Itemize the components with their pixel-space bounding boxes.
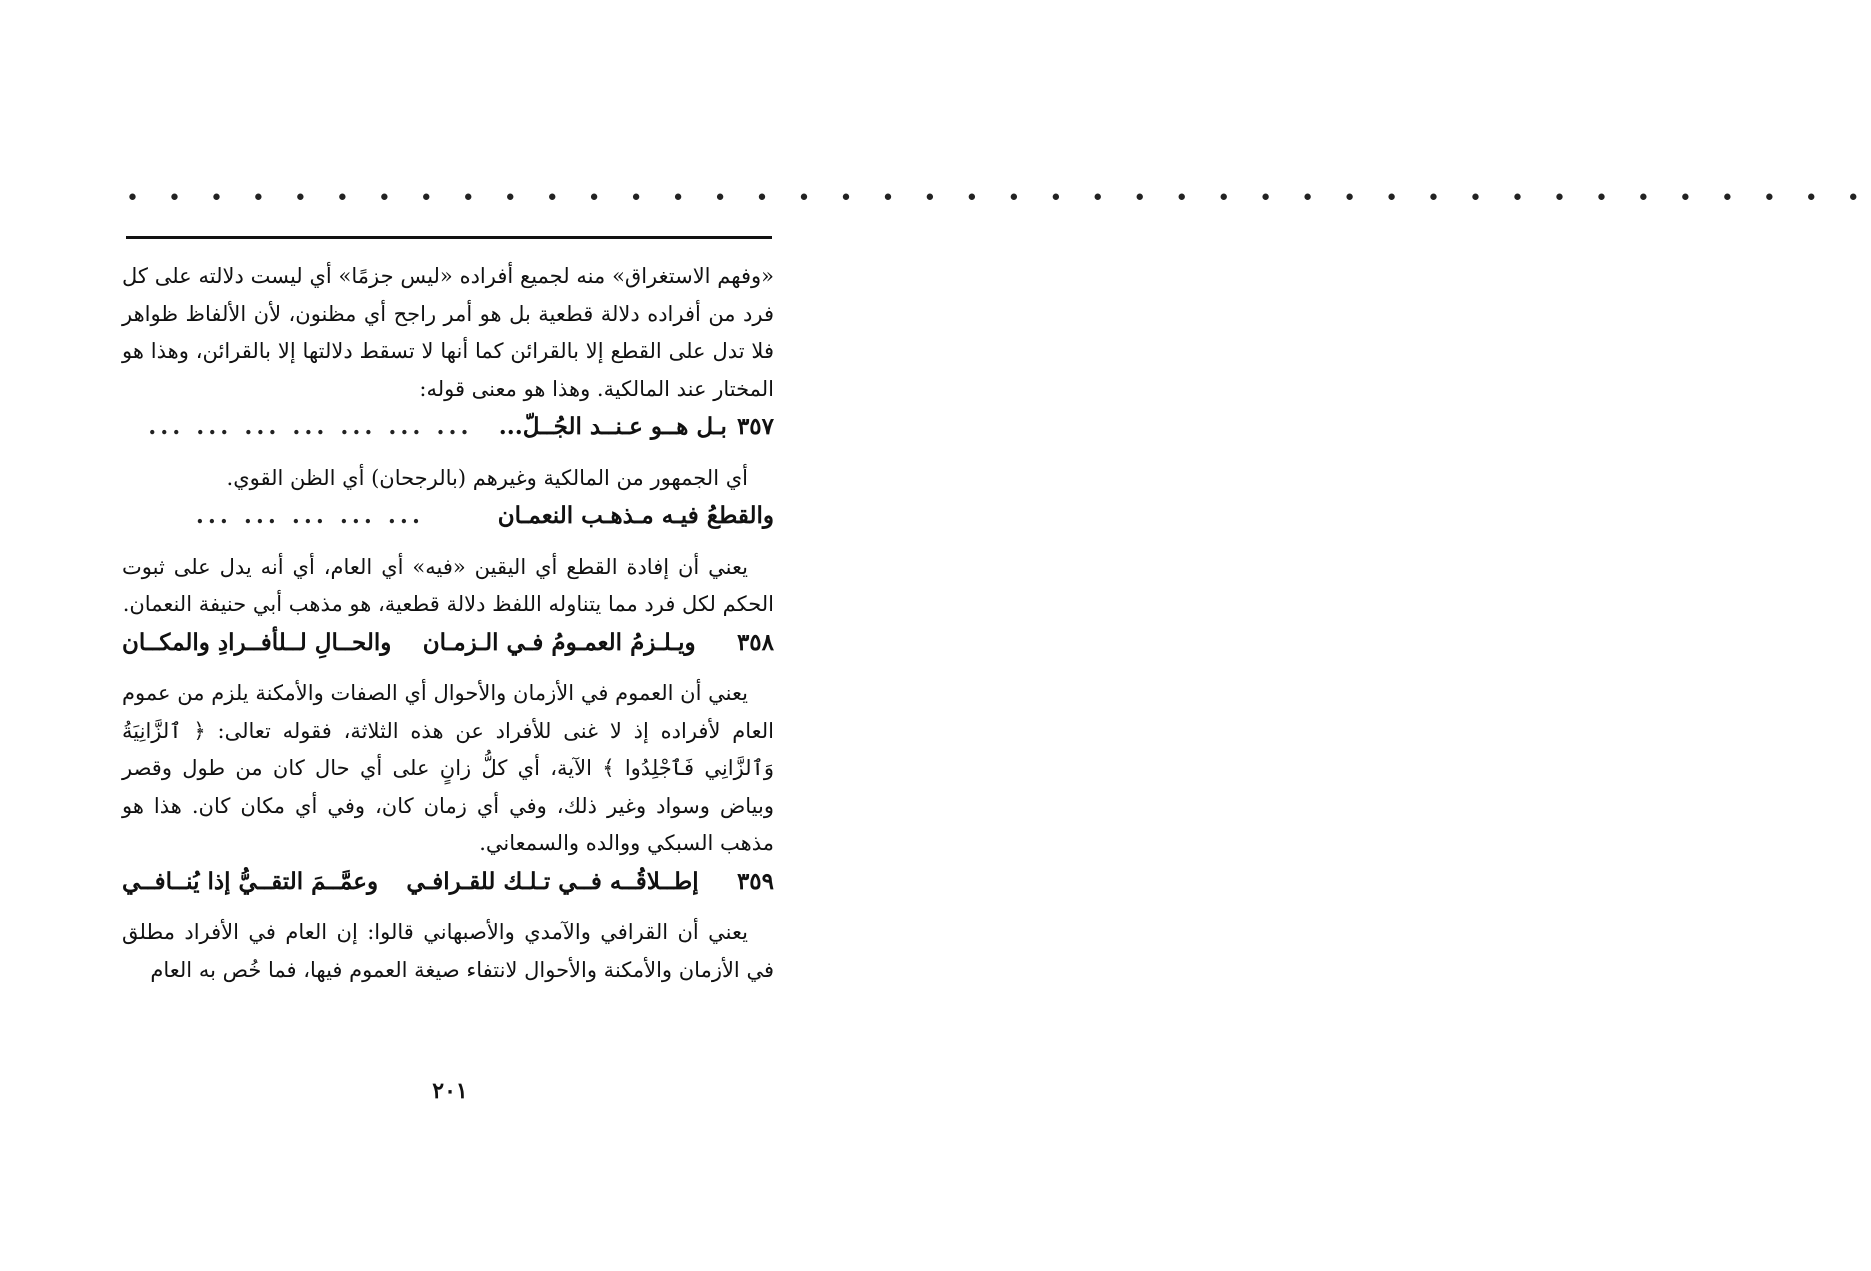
verse-first-hemistich: إطــلاقُــه فــي تـلـك للقـرافـي	[406, 867, 699, 895]
separator-rule	[126, 236, 772, 239]
top-dotted-line: • • • • • • • • • • • • • • • • • • • • • • • • • • • • • • • • • • • • • • • • • •	[126, 186, 1871, 211]
verse-358	[122, 624, 774, 662]
verse-ellipsis: ... ... ... ... ...	[195, 502, 424, 529]
verse-first-hemistich: بـل هــو عـنــد الجُــلّ...	[498, 413, 727, 440]
verse-second-hemistich: والحــالِ لــلأفــرادِ والمكــان	[122, 628, 392, 656]
verse-first-hemistich: ويـلـزمُ العمـومُ فـي الـزمـان	[422, 628, 696, 656]
paragraph-3: يعني أن إفادة القطع أي اليقين «فيه» أي العام، أي أنه يدل على ثبوت الحكم لكل فرد مما يتناوله اللفظ دلالة قطعية، هو مذهب أبي حنيفة النعمان.	[122, 554, 774, 616]
verse-second-hemistich: وعمَّــمَ التقــيُّ إذا يُنــافــي	[122, 867, 379, 895]
verse-number: ٣٥٩	[736, 867, 774, 895]
paragraph-4: يعني أن العموم في الأزمان والأحوال أي الصفات والأمكنة يلزم من عموم العام لأفراده إذ لا غنى للأفراد عن هذه الثلاثة، فقوله تعالى: ﴿ ٱلزَّانِيَةُ وَٱلزَّانِي فَٱجْلِدُوا ﴾ الآية، أي كلُّ زانٍ على أي حال كان من طول وقصر وبياض وسواد وغير ذلك، وفي أي زمان كان، وفي أي مكان كان. هذا هو مذهب السبكي ووالده والسمعاني.	[122, 681, 774, 855]
verse-357	[122, 408, 774, 446]
paragraph-5: يعني أن القرافي والآمدي والأصبهاني قالوا: إن العام في الأفراد مطلق في الأزمان والأمكنة والأحوال لانتفاء صيغة العموم فيها، فما خُص به العام	[122, 920, 774, 982]
paragraph-1: «وفهم الاستغراق» منه لجميع أفراده «ليس جزمًا» أي ليست دلالته على كل فرد من أفراده دلالة قطعية بل هو أمر راجح أي مظنون، لأن الألفاظ ظواهر فلا تدل على القطع إلا بالقرائن كما أنها لا تسقط دلالتها إلا بالقرائن، وهذا هو المختار عند المالكية. وهذا هو معنى قوله:	[122, 264, 774, 401]
verse-ellipsis: ... ... ... ... ... ... ...	[148, 413, 473, 440]
verse-number: ٣٥٧	[736, 413, 774, 440]
page-number: ٢٠١	[432, 1078, 468, 1104]
paragraph-2: أي الجمهور من المالكية وغيرهم (بالرجحان) أي الظن القوي.	[226, 465, 748, 490]
verse-359	[122, 863, 774, 901]
page-body	[122, 258, 774, 989]
verse-357-second	[122, 497, 774, 535]
verse-number: ٣٥٨	[736, 628, 774, 656]
verse-second-hemistich: والقطعُ فيـه مـذهـب النعمـان	[497, 502, 774, 529]
